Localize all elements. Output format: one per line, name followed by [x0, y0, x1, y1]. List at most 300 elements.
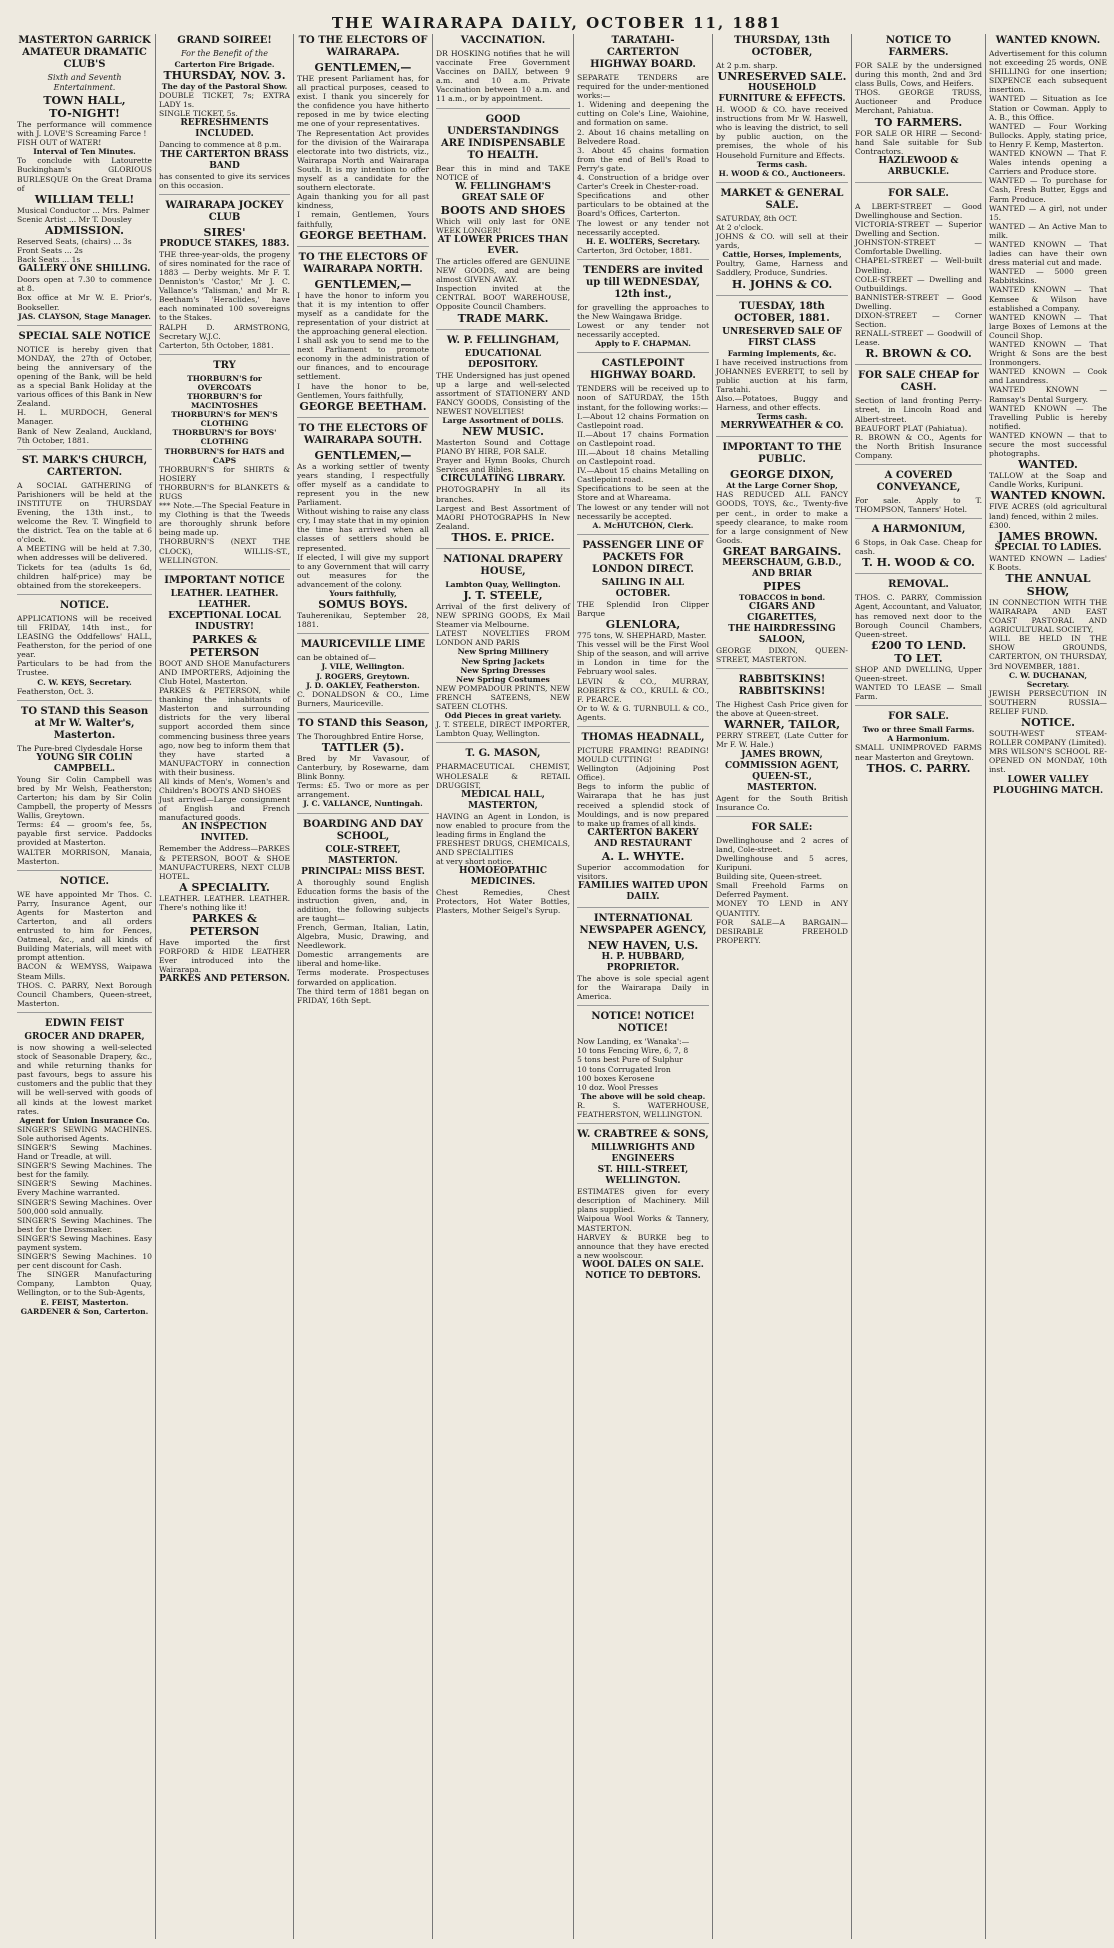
advertisement-text: Yours faithfully, [329, 589, 397, 599]
advertisement-text: I.—About 12 chains Formation on Castlepoint road. [577, 411, 709, 430]
advertisement-text: FIVE ACRES (old agricultural land) fenced, within 2 miles. [989, 502, 1107, 521]
advertisement-heading: EDWIN FEIST [45, 1017, 124, 1029]
advertisement-text: AT LOWER PRICES THAN EVER. [437, 234, 569, 256]
advertisement-text: WANTED KNOWN — That Wright & Sons are the best Ironmongers. [989, 340, 1107, 368]
newspaper-column-5 [573, 34, 712, 1939]
advertisement [989, 35, 1107, 801]
advertisement-text: Building site, Queen-street. [716, 872, 823, 882]
advertisement-text: 5 tons best Pure of Sulphur [577, 1055, 683, 1065]
advertisement-text: 775 tons, W. SHEPHARD, Master. [577, 631, 707, 641]
advertisement-text: Just arrived—Large consignment of English and French manufactured goods. [159, 795, 290, 823]
advertisement [297, 252, 429, 418]
advertisement-text: Prayer and Hymn Books, Church Services and Bibles. [436, 456, 570, 475]
advertisement-text: Scenic Artist ... Mr T. Dousley [17, 214, 132, 224]
advertisement-text: Terms cash. [756, 159, 808, 169]
advertisement [855, 711, 982, 778]
advertisement-heading: GOOD UNDERSTANDINGS ARE INDISPENSABLE TO HEALTH. [441, 113, 565, 161]
advertisement-text: WANTED KNOWN — Cook and Laundress. [989, 367, 1107, 386]
advertisement-text: BANNISTER-STREET — Good Dwelling. [855, 292, 982, 311]
advertisement-text: EDUCATIONAL DEPOSITORY. [464, 348, 542, 370]
advertisement-text: PIPES [762, 579, 802, 593]
advertisement-text: HOUSEHOLD FURNITURE & EFFECTS. [718, 83, 846, 105]
advertisement-text: LOWER VALLEY PLOUGHING MATCH. [992, 774, 1104, 796]
advertisement-text: WILLIAM TELL! [34, 192, 135, 206]
advertisement [159, 200, 290, 355]
advertisement-text: J. ROGERS, Greytown. [316, 671, 410, 681]
advertisement-text: LEATHER. LEATHER. LEATHER. There's nothing like it! [159, 893, 290, 912]
advertisement-text: Terms cash. [756, 412, 808, 422]
advertisement-text: THORBURN'S (NEXT THE CLOCK), WILLIS-ST., WELLINGTON. [159, 537, 290, 565]
advertisement-text: WANTED KNOWN — That ladies can have their own dress material cut and made. [989, 239, 1107, 268]
advertisement-text: WANTED KNOWN — That F. Wales intends opening a Carriers and Produce store. [989, 149, 1107, 177]
advertisement-text: MEDICAL HALL, MASTERTON, [461, 789, 545, 811]
advertisement-text: DIXON-STREET — Corner Section. [855, 310, 982, 330]
advertisement-text: SATURDAY, 8th OCT. [716, 213, 798, 223]
advertisement [17, 600, 152, 701]
advertisement-text: SINGER'S SEWING MACHINES. Sole authorised Agents. [17, 1124, 152, 1143]
advertisement-text: WANTED. [1018, 458, 1078, 472]
advertisement-text: SPECIAL TO LADIES. [994, 542, 1102, 553]
advertisement-text: THORBURN'S for HATS and CAPS [164, 446, 285, 465]
advertisement-subheading: Sixth and Seventh Entertainment. [47, 73, 122, 92]
advertisement-text: for gravelling the approaches to the New Waingawa Bridge. [577, 302, 709, 321]
advertisement-text: THOS. C. PARRY, Next Borough Council Chambers, Queen-street, Masterton. [17, 980, 152, 1008]
advertisement-text: J. VILE, Wellington. [321, 662, 405, 672]
advertisement-heading: TENDERS are invited up till WEDNESDAY, 12th inst., [583, 264, 703, 300]
advertisement-text: PICTURE FRAMING! READING! MOULD CUTTING! [577, 745, 709, 765]
advertisement-text: Doors open at 7.30 to commence at 8. [17, 275, 152, 294]
advertisement-text: As a working settler of twenty years standing, I respectfully offer myself as a candidate to represent you in the new Parliament. [297, 461, 429, 508]
advertisement-text: JAS. CLAYSON, Stage Manager. [18, 311, 151, 321]
advertisement-text: WANTED KNOWN — That Kemsee & Wilson have established a Company. [989, 285, 1107, 313]
advertisement-text: JAMES BROWN, COMMISSION AGENT, [725, 749, 839, 771]
advertisement-subheading: For the Benefit of the [181, 49, 268, 58]
advertisement-text: The Highest Cash Price given for the above at Queen-street. [716, 700, 848, 719]
advertisement-text: TALLOW at the Soap and Candle Works, Kuripuni. [989, 471, 1107, 490]
advertisement-text: Which will only last for ONE WEEK LONGER! [436, 216, 570, 235]
advertisement-text: Two or three Small Farms. [862, 725, 975, 735]
advertisement-text: Arrival of the first delivery of NEW SPRING GOODS, Ex Mail Steamer via Melbourne. [436, 602, 570, 630]
advertisement-heading: TUESDAY, 18th OCTOBER, 1881. [734, 300, 830, 324]
advertisement-heading: NOTICE! NOTICE! NOTICE! [591, 1011, 695, 1035]
advertisement-text: WANTED KNOWN — Ramsay's Dental Surgery. [989, 385, 1107, 404]
advertisement-text: H. WOOD & CO. have received instructions from Mr W. Haswell, who is leaving the district, to sell by public auction, on the premises, the whole of his Household Furniture and Effects. [716, 105, 848, 160]
advertisement-text: *** Note.—The Special Feature in my Clothing is that the Tweeds are thoroughly shrunk before being made up. [159, 501, 290, 538]
advertisement-text: New Spring Millinery [457, 647, 549, 657]
advertisement-text: PARKES & PETERSON [189, 632, 260, 659]
advertisement-text: HAVING an Agent in London, is now enabled to procure from the leading firms in England the [436, 811, 570, 839]
advertisement-text: at very short notice. [436, 857, 514, 867]
advertisement-heading: TARATAHI-CARTERTON HIGHWAY BOARD. [590, 35, 696, 70]
advertisement [577, 358, 709, 535]
advertisement-text: 10 tons Fencing Wire, 6, 7, 8 [577, 1046, 689, 1056]
advertisement-text: PHOTOGRAPHY In all its branches. [436, 485, 570, 504]
advertisement-text: NOTICE is hereby given that MONDAY, the 27th of October, being the anniversary of the opening of the Bank, will be held as a special Bank Holiday at the various offices of this Bank in New Zealand. [17, 344, 152, 409]
advertisement-text: The third term of 1881 began on FRIDAY, 16th Sept. [297, 986, 429, 1005]
advertisement-heading: A COVERED CONVEYANCE, [876, 470, 961, 493]
advertisement-text: WANTED KNOWN — The Travelling Public is hereby notified. [989, 403, 1107, 431]
advertisement-text: HARVEY & BURKE beg to announce that they have erected a new woolscour. [577, 1232, 709, 1260]
advertisement-text: SMALL UNIMPROVED FARMS near Masterton and Greytown. [855, 743, 982, 762]
advertisement-text: NEW MUSIC. [462, 425, 544, 439]
advertisement-text: HAS REDUCED ALL FANCY GOODS, TOYS, &c., Twenty-five per cent., in order to make a speedy clearance, to make room for a large consignment of New Goods. [716, 490, 848, 545]
advertisement-text: C. DONALDSON & CO., Lime Burners, Mauriceville. [297, 689, 429, 708]
advertisement-text: CHAPEL-STREET — Well-built Dwelling. [855, 256, 982, 275]
advertisement-heading: CASTLEPOINT HIGHWAY BOARD. [590, 358, 696, 382]
advertisement [577, 1129, 709, 1286]
advertisement-heading: W. P. FELLINGHAM, [446, 334, 560, 346]
advertisement-text: has consented to give its services on this occasion. [159, 171, 290, 190]
advertisement-text: JOHNS & CO. will sell at their yards, [716, 232, 848, 251]
advertisement-text: FOR SALE by the undersigned during this month, 2nd and 3rd class Bulls, Cows, and Heifers. [855, 61, 982, 89]
advertisement [577, 1011, 709, 1124]
advertisement-heading: MASTERTON GARRICK AMATEUR DRAMATIC CLUB'S [18, 35, 151, 70]
advertisement-text: Musical Conductor ... Mrs. Palmer [17, 205, 150, 215]
advertisement [716, 35, 848, 183]
advertisement [716, 301, 848, 438]
advertisement-text: PHARMACEUTICAL CHEMIST, WHOLESALE & RETAIL DRUGGIST, [436, 762, 570, 790]
advertisement-text: THORBURN'S for OVERCOATS [187, 373, 262, 392]
advertisement [436, 114, 570, 330]
advertisement-text: Domestic arrangements are liberal and home-like. [297, 950, 429, 969]
advertisement-text: FOR SALE OR HIRE — Second-hand Sale suitable for Sub Contractors. [855, 128, 982, 156]
advertisement [297, 718, 429, 814]
advertisement-text: Tauherenikau, September 28, 1881. [297, 611, 429, 630]
advertisement-text: AN INSPECTION INVITED. [181, 822, 268, 844]
advertisement-text: SINGER'S Sewing Machines. Over 500,000 sold annually. [17, 1197, 152, 1216]
advertisement-text: Tickets for tea (adults 1s 6d, children half-price) may be obtained from the storekeepers. [17, 562, 152, 590]
advertisement-text: III.—About 18 chains Metalling on Castlepoint road. [577, 448, 709, 467]
advertisement-heading: THURSDAY, 13th OCTOBER, [734, 35, 830, 58]
advertisement-text: Interval of Ten Minutes. [33, 147, 136, 157]
advertisement-text: Bred by Mr Vavasour, of Canterbury, by Rosewarne, dam Blink Bonny. [297, 753, 429, 782]
advertisement [17, 1018, 152, 1320]
advertisement-text: £300. [989, 520, 1011, 530]
advertisement-text: Terms moderate. Prospectuses forwarded on application. [297, 968, 429, 987]
advertisement-text: I shall ask you to send me to the next Parliament to promote economy in the administration of our finances, and to encourage settlement. [297, 336, 429, 382]
advertisement-text: Reserved Seats, (chairs) ... 3s [17, 236, 132, 246]
advertisement-text: NOTICE. [1021, 716, 1075, 730]
advertisement-text: GREAT BARGAINS. [722, 544, 842, 558]
advertisement-text: Cattle, Horses, Implements, [722, 250, 842, 260]
advertisement-text: PRODUCE STAKES, 1883. [159, 238, 290, 249]
advertisement [577, 540, 709, 727]
advertisement-text: R. BROWN & CO., Agents for the North British Insurance Company. [855, 432, 982, 460]
advertisement-text: Dwellinghouse and 2 acres of land, Cole-street. [716, 835, 848, 854]
advertisement-text: LEVIN & CO., MURRAY, ROBERTS & CO., KRULL & CO., F. PEARCE. [577, 676, 709, 704]
advertisement-text: Again thanking you for all past kindness, [297, 192, 429, 211]
newspaper-column-2 [155, 34, 293, 1939]
advertisement-text: SINGER'S Sewing Machines. 10 per cent discount for Cash. [17, 1252, 152, 1271]
advertisement-text: The lowest or any tender will not necessarily be accepted. [577, 502, 709, 521]
advertisement-text: Front Seats ... 2s [17, 246, 83, 256]
advertisement-text: LEATHER. LEATHER. LEATHER. [170, 588, 279, 610]
advertisement-text: A MEETING will be held at 7.30, when addresses will be delivered. [17, 544, 152, 563]
advertisement-text: The Representation Act provides for the division of the Wairarapa electorate into two districts, viz., Wairarapa North and Wairarapa South. It is my intention to offer myself as a candidate for the southern electorate. [297, 128, 429, 193]
advertisement-text: J. T. STEELE, [463, 589, 543, 602]
advertisement-text: Particulars to be had from the Trustee. [17, 659, 152, 678]
advertisement-text: VICTORIA-STREET — Superior Dwelling and Section. [855, 220, 982, 239]
advertisement-text: SEPARATE TENDERS are required for the under-mentioned works:— [577, 73, 709, 101]
advertisement-text: A SOCIAL GATHERING of Parishioners will be held at the INSTITUTE on THURSDAY Evening, the 13th inst., to welcome the Rev. T. Wingfield to the district. Tea on the table at 6 o'clock. [17, 480, 152, 545]
advertisement-text: TOBACCOS in bond. [738, 592, 826, 602]
advertisement-text: BOOTS AND SHOES [440, 203, 566, 217]
advertisement [855, 370, 982, 465]
advertisement-text: Large Assortment of DOLLS. [442, 415, 564, 425]
advertisement [716, 674, 848, 817]
advertisement-text: can be obtained of— [297, 653, 376, 663]
advertisement-text: WILL BE HELD IN THE SHOW GROUNDS, CARTERTON, ON THURSDAY, 3rd NOVEMBER, 1881. [989, 634, 1107, 671]
advertisement-text: THORBURN'S for SHIRTS & HOSIERY [159, 464, 290, 483]
advertisement [297, 423, 429, 635]
advertisement [17, 331, 152, 450]
advertisement-text: J. T. STEELE, DIRECT IMPORTER, Lambton Quay, Wellington. [436, 720, 570, 739]
advertisement-text: MRS WILSON'S SCHOOL RE-OPENED ON MONDAY, 10th inst. [989, 747, 1107, 775]
advertisement-text: FRESHEST DRUGS, CHEMICALS, AND SPECIALITIES [436, 838, 570, 858]
advertisement-text: is now showing a well-selected stock of Seasonable Drapery, &c., and while returning thanks for past favours, begs to assure his customers and the public that they will be well-served with goods of all kinds at the lowest market rates. [17, 1042, 152, 1116]
advertisement-text: 4. Construction of a bridge over Carter's Creek in Chester-road. [577, 173, 709, 192]
advertisement-text: 10 doz. Wool Presses [577, 1082, 659, 1092]
advertisement-text: Remember the Address—PARKES & PETERSON, BOOT & SHOE MANUFACTURERS, NEXT CLUB HOTEL. [159, 844, 290, 881]
advertisement-text: This vessel will be the First Wool Ship of the season, and will arrive in London in time for the February wool sales. [577, 640, 709, 677]
advertisement-text: The Thoroughbred Entire Horse, [297, 731, 424, 741]
advertisement [436, 335, 570, 549]
advertisement-text: A Harmonium. [887, 734, 950, 744]
advertisement [577, 35, 709, 260]
advertisement-text: SIRES' [203, 225, 246, 239]
advertisement-text: New Spring Jackets [461, 656, 545, 666]
advertisement-text: J. C. VALLANCE, Nuntingah. [303, 799, 423, 809]
advertisement-text: SINGLE TICKET, 5s. [159, 109, 238, 119]
advertisement-text: Inspection invited at the CENTRAL BOOT WAREHOUSE, Opposite Council Chambers. [436, 284, 570, 312]
advertisement-text: C. W. DUCHANAN, Secretary. [1008, 670, 1088, 689]
advertisement-text: TRADE MARK. [457, 311, 549, 325]
advertisement-text: I have the honor to inform you that it is my intention to offer myself as a candidate for the representation of your district at the approaching general election. [297, 290, 429, 336]
advertisement [577, 913, 709, 1006]
advertisement [17, 876, 152, 1013]
advertisement-text: Advertisement for this column not exceeding 25 words, ONE SHILLING for one insertion; SIXPENCE each subsequent insertion. [989, 49, 1107, 95]
advertisement-text: GENTLEMEN,— [314, 61, 412, 74]
advertisement [436, 748, 570, 919]
advertisement-text: WANTED — Four Working Bullocks. Apply, stating price, to Henry F. Kemp, Masterton. [989, 121, 1107, 149]
advertisement-text: Or to W. & G. TURNBULL & CO., Agents. [577, 703, 709, 722]
advertisement-heading: GRAND SOIREE! [177, 35, 272, 46]
advertisement-text: Lowest or any tender not necessarily accepted. [577, 321, 709, 340]
advertisement-text: SINGER'S Sewing Machines. Easy payment system. [17, 1233, 152, 1252]
advertisement-text: Begs to inform the public of Wairarapa that he has just received a splendid stock of Mouldings, and is now prepared to make up frames of all kinds. [577, 782, 709, 828]
advertisement-text: Without wishing to raise any class cry, I may state that in my opinion the time has arrived when all classes of settlers should be represented. [297, 507, 429, 553]
advertisement-text: For sale. Apply to T. THOMPSON, Tanners' Hotel. [855, 496, 982, 515]
advertisement-text: GARDENER & Son, Carterton. [20, 1306, 149, 1316]
advertisement-text: Terms: £4 — groom's fee, 5s, payable first service. Paddocks provided at Masterton. [17, 820, 152, 848]
advertisement-text: Specifications and other particulars to be obtained at the Board's Offices, Carterton. [577, 191, 709, 219]
advertisement-text: R. BROWN & CO. [865, 347, 972, 361]
advertisement-heading: ST. MARK'S CHURCH, CARTERTON. [21, 454, 148, 478]
advertisement-heading: TO THE ELECTORS OF WAIRARAPA SOUTH. [298, 422, 428, 446]
advertisement-text: GROCER AND DRAPER, [24, 1031, 145, 1042]
advertisement-text: The SINGER Manufacturing Company, Lambton Quay, Wellington, or to the Sub-Agents, [17, 1270, 152, 1298]
advertisement-text: GEORGE BEETHAM. [299, 399, 427, 413]
advertisement-text: IV.—About 15 chains Metalling on Castlepoint road. [577, 466, 709, 485]
advertisement-text: W. FELLINGHAM'S GREAT SALE OF [455, 181, 551, 203]
advertisement-text: UNRESERVED SALE OF FIRST CLASS [722, 326, 842, 348]
advertisement [159, 575, 290, 990]
advertisement-text: CIGARS AND CIGARETTES, [747, 602, 817, 623]
advertisement-text: HOMOEOPATHIC MEDICINES. [458, 866, 548, 888]
advertisement-text: The lowest or any tender not necessarily accepted. [577, 218, 709, 237]
advertisement-text: JEWISH PERSECUTION IN SOUTHERN RUSSIA—RELIEF FUND. [989, 688, 1107, 716]
advertisement-text: FAMILIES WAITED UPON DAILY. [578, 881, 708, 902]
newspaper-column-3 [293, 34, 432, 1939]
advertisement-text: MILLWRIGHTS AND ENGINEERS [591, 1143, 695, 1165]
advertisement-text: At 2 p.m. sharp. [716, 61, 778, 70]
advertisement-heading: NOTICE TO FARMERS. [885, 35, 952, 58]
advertisement-text: WANTED KNOWN. [990, 489, 1106, 503]
advertisement-text: C. W. KEYS, Secretary. [37, 677, 132, 687]
masthead: THE WAIRARAPA DAILY, OCTOBER 11, 1881 [331, 14, 783, 32]
advertisement-text: FISH OUT of WATER! [17, 138, 102, 148]
advertisement-text: THOS. E. PRICE. [451, 530, 555, 544]
advertisement-heading: T. G. MASON, [465, 748, 541, 760]
advertisement-text: TENDERS will be received up to noon of SATURDAY, the 15th instant, for the following works:— [577, 384, 709, 412]
advertisement-text: THE HAIRDRESSING SALOON, [728, 624, 836, 645]
advertisement-text: A SPECIALITY. [179, 880, 270, 894]
advertisement-text: THE ANNUAL SHOW, [1005, 571, 1091, 598]
advertisement-text: ADMISSION. [45, 223, 124, 237]
advertisement-text: Apply to F. CHAPMAN. [595, 339, 691, 349]
advertisement [436, 35, 570, 109]
advertisement-text: SHOP AND DWELLING, Upper Queen-street. [855, 664, 982, 683]
advertisement-text: New Spring Dresses [460, 665, 546, 675]
advertisement-text: French, German, Italian, Latin, Algebra, Music, Drawing, and Needlework. [297, 923, 429, 951]
advertisement-text: GALLERY ONE SHILLING. [18, 264, 151, 275]
advertisement-text: PERRY STREET, (Late Cutter for Mr F. W. Hale.) [716, 731, 848, 750]
advertisement-text: GEORGE DIXON, [730, 468, 834, 482]
advertisement-text: WANTED — 5000 green Rabbitskins. [989, 267, 1107, 286]
advertisement [159, 35, 290, 195]
advertisement-text: Back Seats ... 1s [17, 255, 81, 265]
advertisement-text: 6 Stops, in Oak Case. Cheap for cash. [855, 538, 982, 557]
advertisement-text: THORBURN'S for MACINTOSHES [187, 391, 262, 411]
advertisement-text: TATTLER (5). [321, 740, 405, 754]
advertisement-text: THOS. C. PARRY. [866, 761, 971, 775]
advertisement-text: WANTED KNOWN — that to secure the most successful photographs. [989, 430, 1107, 459]
advertisement-text: WANTED — Situation as Ice Station or Cowman. Apply to A. B., this Office. [989, 94, 1107, 122]
advertisement-text: REFRESHMENTS INCLUDED. [180, 118, 269, 140]
advertisement-text: WANTED — An Active Man to milk. [989, 221, 1107, 240]
advertisement-text: COLE-STREET, MASTERTON. [325, 844, 401, 866]
advertisement-heading: RABBITSKINS! RABBITSKINS! [738, 674, 826, 698]
advertisement-text: I remain, Gentlemen, Yours faithfully, [297, 210, 429, 229]
advertisement-text: TO-NIGHT! [49, 107, 120, 120]
advertisement [17, 706, 152, 871]
advertisement-heading: TO THE ELECTORS OF WAIRARAPA. [298, 35, 428, 58]
advertisement-text: At the Large Corner Shop, [726, 481, 838, 491]
advertisement-heading: NATIONAL DRAPERY HOUSE, [443, 553, 563, 577]
advertisement-text: Agent for the South British Insurance Co. [716, 793, 848, 812]
advertisement-text: The above will be sold cheap. [580, 1091, 706, 1101]
advertisement-text: HAZLEWOOD & ARBUCKLE. [878, 155, 959, 177]
newspaper-column-4 [432, 34, 573, 1939]
advertisement-text: Dancing to commence at 8 p.m. [159, 140, 282, 150]
advertisement-text: WE have appointed Mr Thos. C. Parry, Insurance Agent, our Agents for Masterton and Carterton, and all orders entrusted to him for Fences, Oatmeal, &c., and all kinds of Building Materials, will meet with prompt attention. [17, 889, 152, 963]
advertisement-text: THE three-year-olds, the progeny of sires nominated for the race of 1883 — Derby weights. Mr F. T. Denniston's 'Castor,' Mr J. C. Vallance's 'Talisman,' and Mr R. Beetham's 'Heraclides,' have each nominated 100 sovereigns to the Stakes. [159, 249, 290, 323]
advertisement-text: FOR SALE—A BARGAIN—DESIRABLE FREEHOLD PROPERTY. [716, 917, 848, 945]
advertisement [716, 442, 848, 669]
advertisement-text: THE CARTERTON BRASS BAND [160, 149, 289, 171]
advertisement-text: DR HOSKING notifies that he will vaccinate Free Government Vaccines on DAILY, between 9 a.m. and 10 a.m. Private Vaccination between 10 a.m. and 11 a.m., or by appointment. [436, 49, 570, 104]
advertisement-text: Carterton, 3rd October, 1881. [577, 245, 693, 255]
advertisement-text: WANTED TO LEASE — Small Farm. [855, 683, 982, 702]
advertisement-text: Carterton Fire Brigade. [174, 60, 275, 69]
advertisement-heading: IMPORTANT NOTICE [164, 574, 285, 586]
advertisement-text: Small Freehold Farms on Deferred Payment. [716, 881, 848, 900]
advertisement-heading: FOR SALE. [888, 187, 949, 199]
advertisement-text: Wellington (Adjoining Post Office). [577, 764, 709, 783]
advertisement-text: All kinds of Men's, Women's and Children's BOOTS AND SHOES [159, 776, 290, 796]
advertisement-text: THURSDAY, NOV. 3. [163, 69, 286, 83]
advertisement-text: Agent for Union Insurance Co. [19, 1115, 150, 1125]
advertisement-text: TOWN HALL, [43, 94, 126, 107]
advertisement-heading: W. CRABTREE & SONS, [577, 1129, 709, 1141]
advertisement-text: New Spring Costumes [456, 674, 550, 684]
advertisement-text: SOUTH-WEST STEAM-ROLLER COMPANY (Limited). [989, 729, 1107, 748]
advertisement-text: GENTLEMEN,— [314, 277, 412, 291]
advertisement-text: I have received instructions from JOHANNES EVERETT, to sell by public auction at his farm, Taratahi. [716, 357, 848, 394]
advertisement-heading: NOTICE. [59, 875, 110, 887]
advertisement-text: NEW POMPADOUR PRINTS, NEW FRENCH SATEENS, NEW SATEEN CLOTHS. [436, 683, 570, 712]
advertisement-heading: THOMAS HEADNALL, [581, 731, 705, 743]
advertisement-text: A. L. WHYTE. [601, 849, 685, 863]
advertisement-text: Lambton Quay, Wellington. [445, 579, 561, 589]
advertisement-text: If elected, I will give my support to any Government that will carry out measures for the advancement of the colony. [297, 552, 429, 589]
advertisement-text: ESTIMATES given for every description of Machinery. Mill plans supplied. [577, 1187, 709, 1215]
advertisement-text: H. P. HUBBARD, PROPRIETOR. [601, 952, 685, 973]
advertisement-text: H. E. WOLTERS, Secretary. [585, 236, 701, 246]
advertisement-text: RENALL-STREET — Goodwill of Lease. [855, 329, 982, 348]
advertisement-text: Largest and Best Assortment of MAORI PHOTOGRAPHS In New Zealand. [436, 503, 570, 531]
advertisement-text: ST. HILL-STREET, WELLINGTON. [597, 1165, 689, 1187]
advertisement [855, 524, 982, 574]
advertisement-text: SINGER'S Sewing Machines. Every Machine warranted. [17, 1179, 152, 1198]
newspaper-column-6 [712, 34, 851, 1939]
advertisement-text: 10 tons Corrugated Iron [577, 1064, 671, 1074]
advertisement-text: SINGER'S Sewing Machines. The best for the Dressmaker. [17, 1215, 152, 1234]
advertisement-heading: PASSENGER LINE OF PACKETS FOR LONDON DIRECT. [582, 539, 704, 575]
advertisement-text: Poultry, Game, Harness and Saddlery, Produce, Sundries. [716, 259, 848, 278]
advertisement-heading: FOR SALE: [751, 821, 813, 833]
advertisement-text: UNRESERVED SALE. [717, 70, 847, 84]
advertisement-text: T. H. WOOD & CO. [862, 556, 975, 570]
advertisement-text: TO LET. [894, 651, 943, 665]
advertisement-text: Superior accommodation for visitors. [577, 862, 709, 881]
advertisement-text: R. S. WATERHOUSE, FEATHERSTON, WELLINGTON. [577, 1100, 709, 1120]
advertisement [577, 732, 709, 908]
advertisement-text: NEW HAVEN, U.S. [587, 939, 699, 952]
advertisement-text: JAMES BROWN. [998, 529, 1098, 543]
advertisement-text: GEORGE DIXON, QUEEN-STREET, MASTERTON. [716, 646, 848, 665]
advertisement-text: SINGER'S Sewing Machines. The best for the family. [17, 1161, 152, 1180]
advertisement-text: SINGER'S Sewing Machines. Hand or Treadle, at will. [17, 1142, 152, 1162]
advertisement-text: E. FEIST, Masterton. [40, 1297, 129, 1307]
advertisement-text: JOHNSTON-STREET — Comfortable Dwelling. [855, 238, 982, 257]
advertisement [855, 188, 982, 366]
advertisement-text: TO FARMERS. [874, 115, 963, 129]
advertisement-text: Section of land fronting Perry-street, in Lincoln Road and Albert-street. [855, 396, 982, 424]
advertisement-text: WANTED KNOWN — That large Boxes of Lemons at the Council Shop. [989, 312, 1107, 340]
advertisement [17, 455, 152, 595]
advertisement [716, 188, 848, 296]
